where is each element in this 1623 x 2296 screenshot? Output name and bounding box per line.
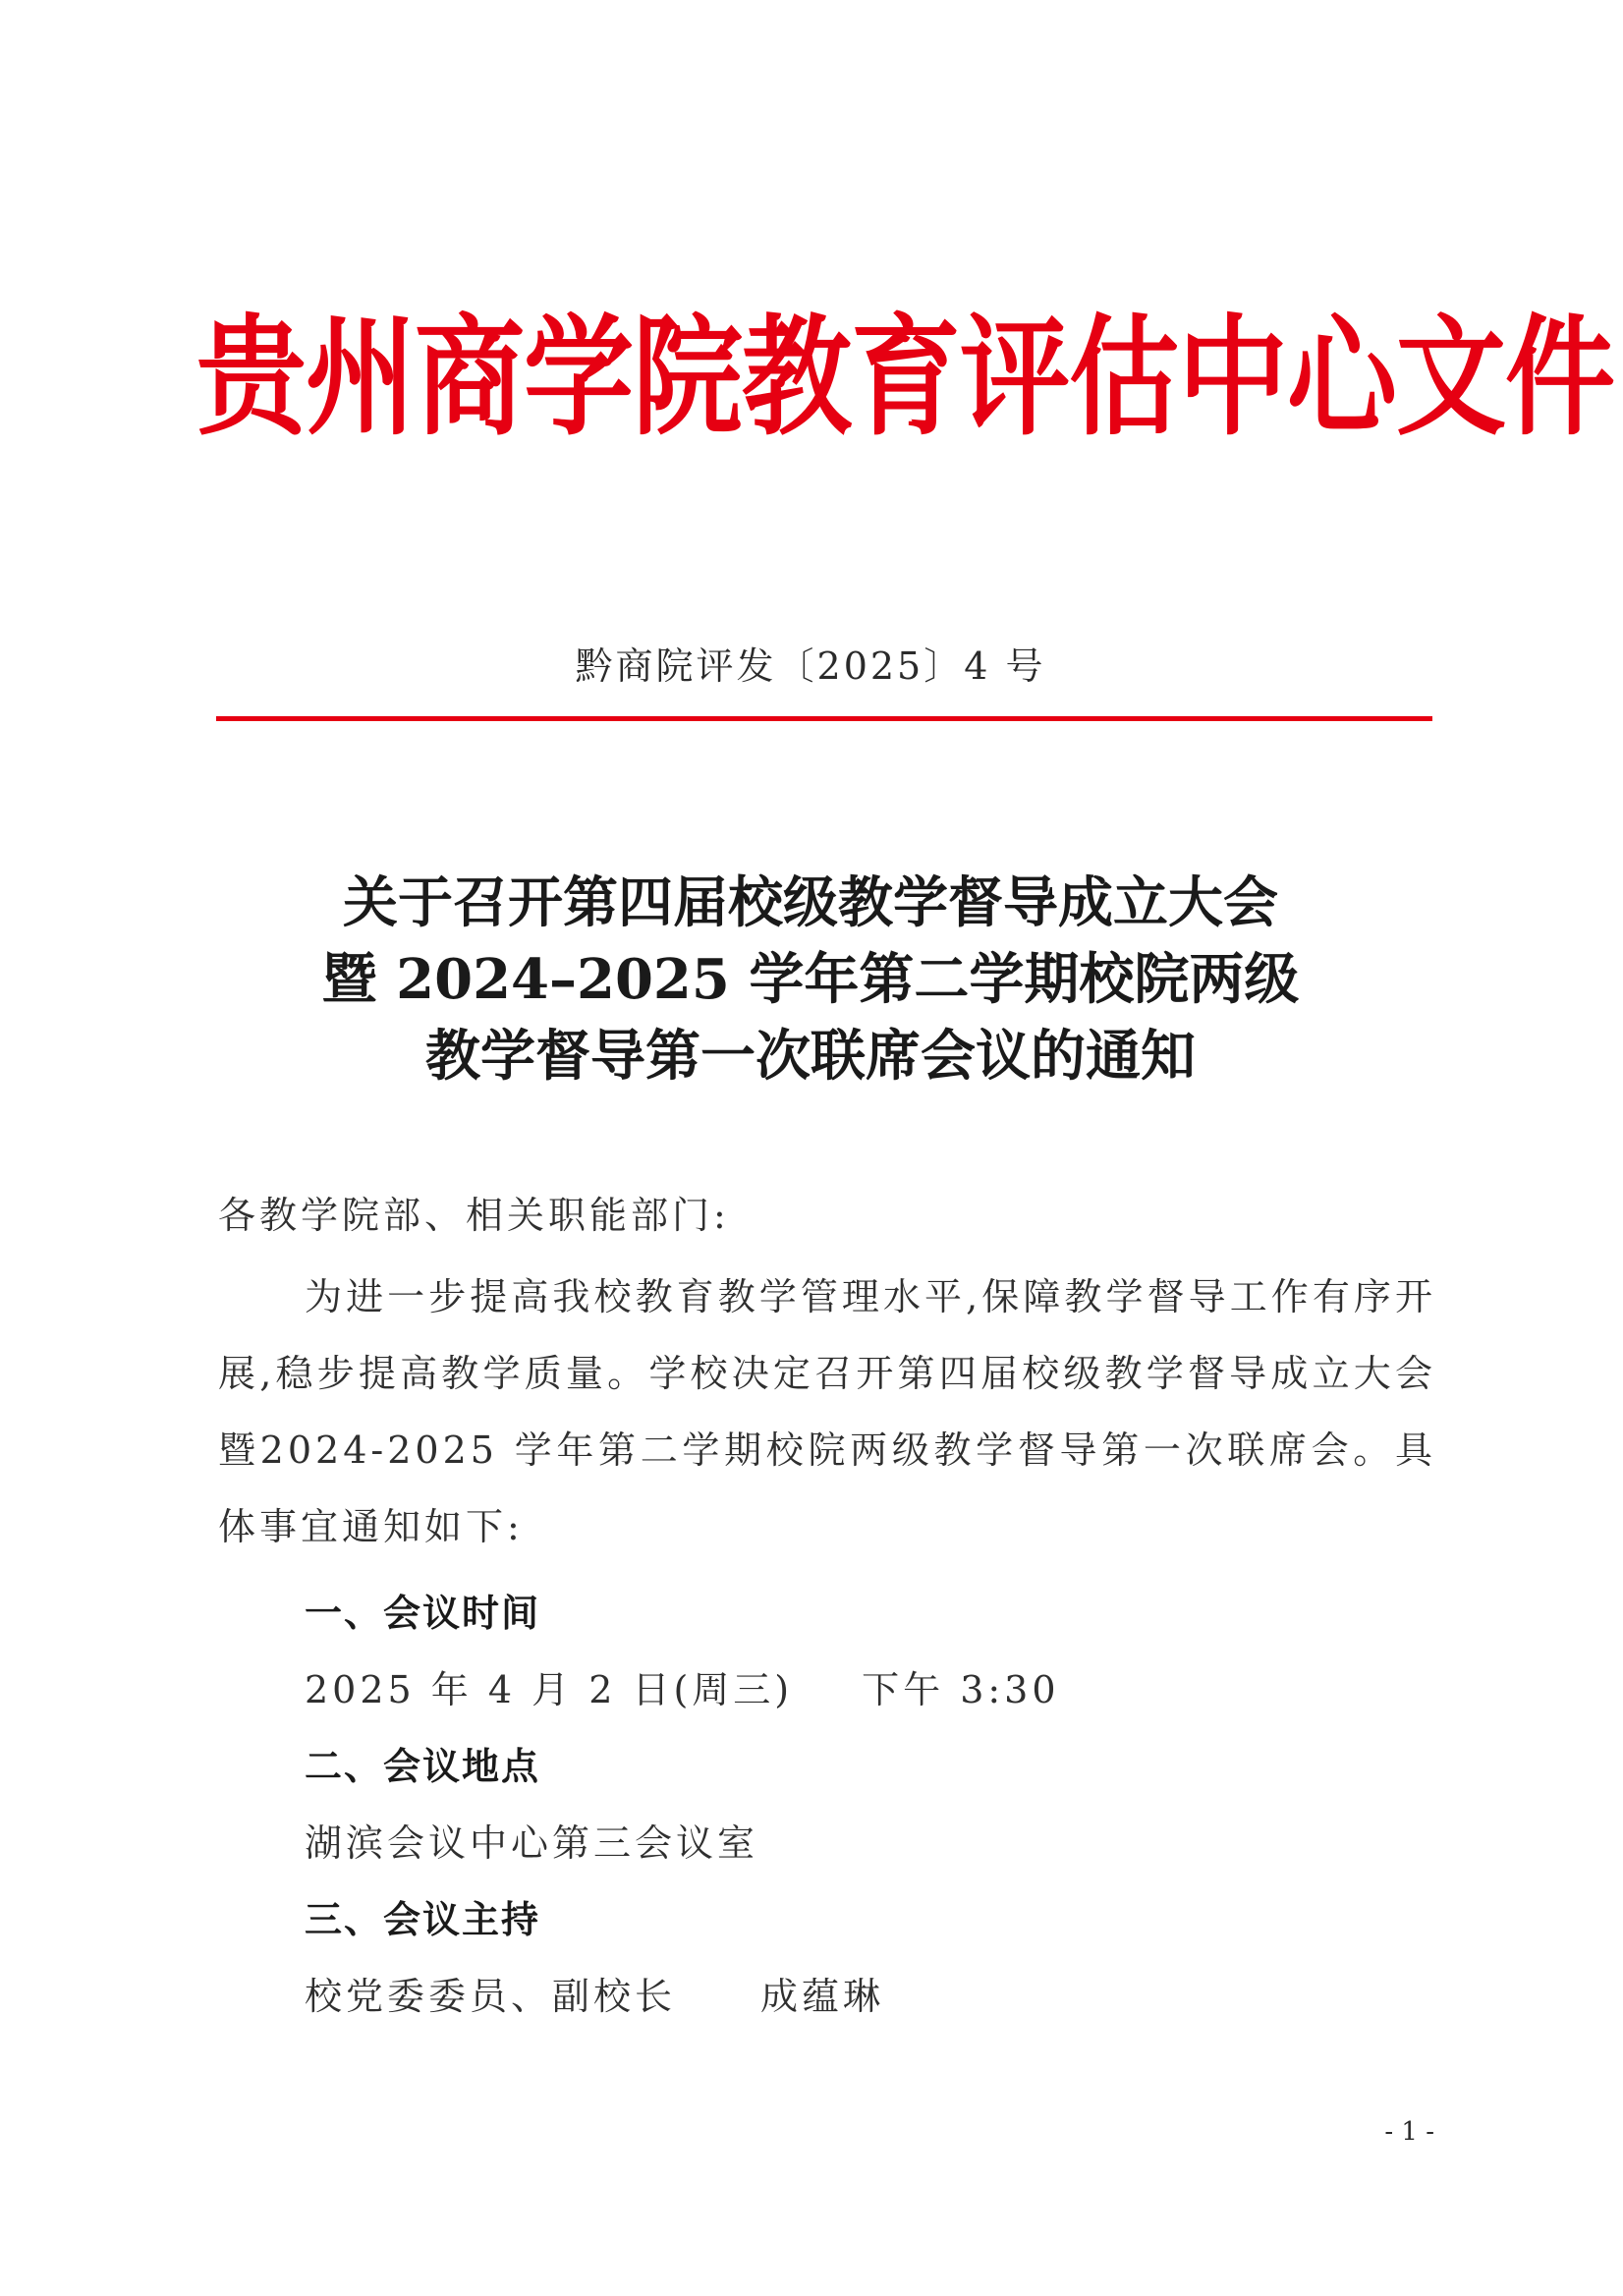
section-host-heading: 三、会议主持 xyxy=(305,1898,541,1941)
section-time-heading: 一、会议时间 xyxy=(305,1592,541,1635)
meeting-location: 湖滨会议中心第三会议室 xyxy=(305,1821,759,1865)
host-role: 校党委委员、副校长 xyxy=(305,1975,677,2018)
salutation: 各教学院部、相关职能部门: xyxy=(218,1194,730,1237)
title-line-3: 教学督导第一次联席会议的通知 xyxy=(425,1024,1196,1089)
meeting-date: 2025 年 4 月 2 日(周三) xyxy=(305,1668,794,1711)
masthead-title: 贵州商学院教育评估中心文件 xyxy=(196,302,1614,454)
intro-paragraph: 为进一步提高我校教育教学管理水平,保障教学督导工作有序开展,稳步提高教学质量。学校决定召开第四届校级教学督导成立大会暨2024-2025 学年第二学期校院两级教学督导第一次联席会。具体事宜通知如下: xyxy=(218,1275,1436,1548)
title-line-2: 暨 2024–2025 学年第二学期校院两级 xyxy=(321,947,1300,1012)
meeting-time xyxy=(305,1658,1425,1721)
page-number: - 1 - xyxy=(1384,2117,1434,2147)
red-divider-line xyxy=(216,716,1432,721)
section-location-heading: 二、会议地点 xyxy=(305,1745,541,1788)
host-name: 成蕴琳 xyxy=(760,1975,885,2018)
meeting-clock: 下午 3:30 xyxy=(862,1668,1060,1711)
notice-title xyxy=(196,865,1425,1094)
document-number: 黔商院评发〔2025〕4 号 xyxy=(575,644,1046,688)
meeting-host xyxy=(305,1965,1425,2028)
title-line-1: 关于召开第四届校级教学督导成立大会 xyxy=(343,870,1278,935)
